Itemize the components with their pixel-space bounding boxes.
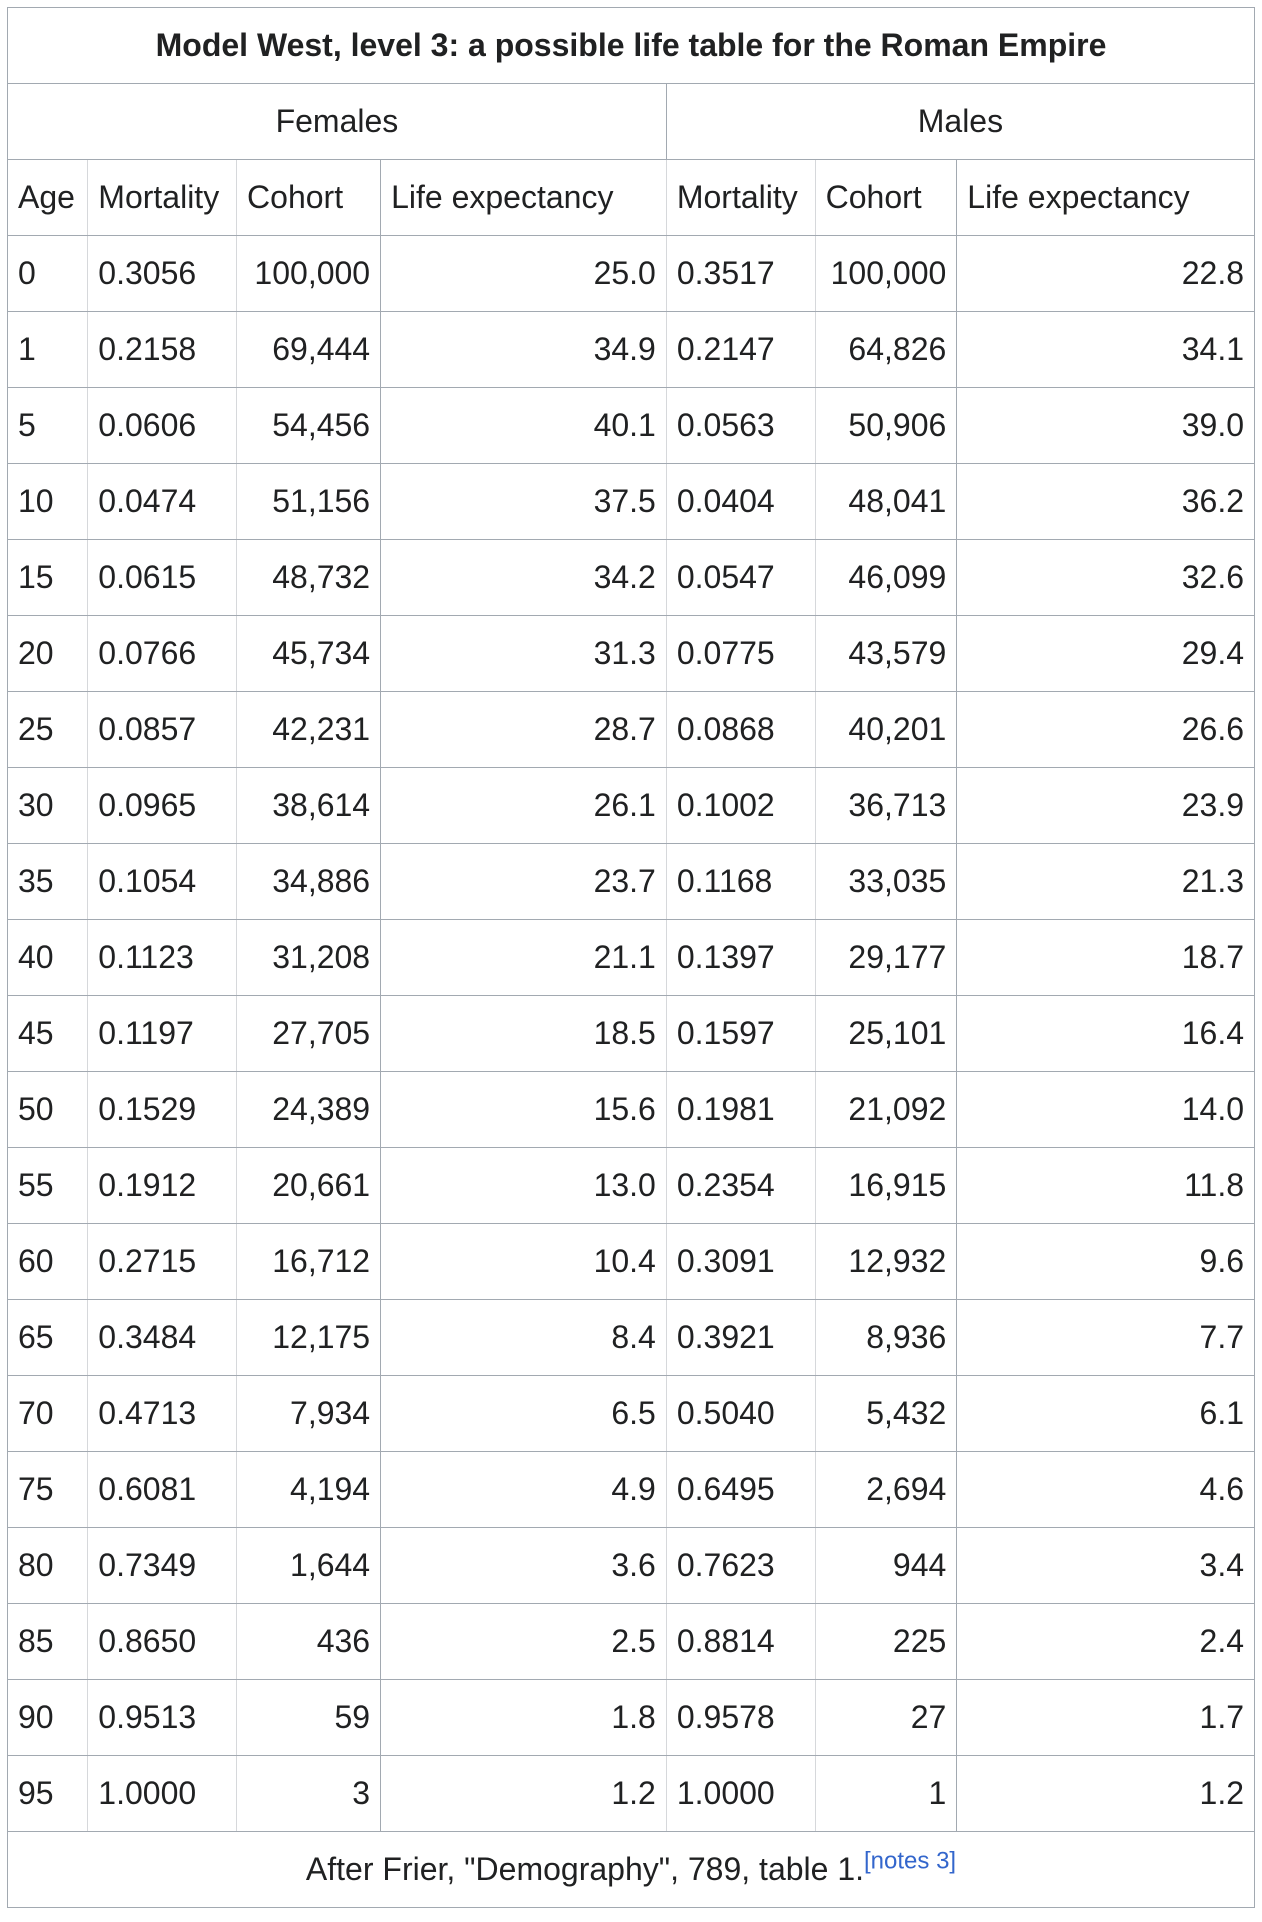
cell-male-life-expectancy: 3.4 [957,1528,1255,1604]
cell-female-cohort: 7,934 [237,1376,381,1452]
cell-female-mortality: 0.8650 [88,1604,237,1680]
column-header-female-mortality: Mortality [88,160,237,236]
table-row [8,1604,1255,1680]
cell-female-mortality: 0.0766 [88,616,237,692]
table-row [8,1452,1255,1528]
cell-female-mortality: 0.2158 [88,312,237,388]
column-header-age: Age [8,160,88,236]
cell-male-mortality: 0.1981 [666,1072,815,1148]
cell-female-mortality: 0.1054 [88,844,237,920]
cell-female-cohort: 12,175 [237,1300,381,1376]
cell-male-life-expectancy: 36.2 [957,464,1255,540]
cell-age: 80 [8,1528,88,1604]
table-row [8,768,1255,844]
cell-female-mortality: 0.1912 [88,1148,237,1224]
table-row [8,1680,1255,1756]
table-title: Model West, level 3: a possible life table for the Roman Empire [8,8,1255,84]
cell-age: 5 [8,388,88,464]
cell-male-life-expectancy: 34.1 [957,312,1255,388]
cell-female-life-expectancy: 37.5 [381,464,667,540]
cell-male-mortality: 0.6495 [666,1452,815,1528]
cell-female-mortality: 1.0000 [88,1756,237,1832]
cell-female-life-expectancy: 34.2 [381,540,667,616]
table-row [8,236,1255,312]
cell-male-mortality: 0.0563 [666,388,815,464]
cell-female-mortality: 0.0857 [88,692,237,768]
cell-age: 70 [8,1376,88,1452]
cell-male-life-expectancy: 39.0 [957,388,1255,464]
table-row [8,692,1255,768]
table-row [8,1756,1255,1832]
cell-female-mortality: 0.3484 [88,1300,237,1376]
cell-male-mortality: 0.8814 [666,1604,815,1680]
cell-female-cohort: 45,734 [237,616,381,692]
group-header-females: Females [8,84,667,160]
cell-male-mortality: 0.9578 [666,1680,815,1756]
cell-male-life-expectancy: 1.7 [957,1680,1255,1756]
cell-female-mortality: 0.0474 [88,464,237,540]
cell-male-mortality: 0.1397 [666,920,815,996]
cell-male-cohort: 36,713 [815,768,957,844]
column-header-row [8,160,1255,236]
cell-male-mortality: 1.0000 [666,1756,815,1832]
cell-male-cohort: 48,041 [815,464,957,540]
cell-female-life-expectancy: 40.1 [381,388,667,464]
cell-female-life-expectancy: 28.7 [381,692,667,768]
cell-age: 25 [8,692,88,768]
cell-male-cohort: 29,177 [815,920,957,996]
cell-female-mortality: 0.1197 [88,996,237,1072]
cell-female-life-expectancy: 18.5 [381,996,667,1072]
table-row [8,1072,1255,1148]
cell-male-mortality: 0.0868 [666,692,815,768]
cell-female-life-expectancy: 6.5 [381,1376,667,1452]
cell-age: 95 [8,1756,88,1832]
note-reference-link[interactable]: [notes 3] [864,1847,957,1875]
cell-female-mortality: 0.9513 [88,1680,237,1756]
table-footer [8,1832,1255,1908]
cell-female-mortality: 0.0606 [88,388,237,464]
cell-male-mortality: 0.3921 [666,1300,815,1376]
table-row [8,388,1255,464]
cell-male-life-expectancy: 11.8 [957,1148,1255,1224]
cell-female-cohort: 42,231 [237,692,381,768]
cell-female-cohort: 54,456 [237,388,381,464]
footer-citation: After Frier, "Demography", 789, table 1. [305,1851,865,1887]
table-row [8,1300,1255,1376]
footer-row [8,1832,1255,1908]
cell-male-cohort: 40,201 [815,692,957,768]
cell-male-mortality: 0.1002 [666,768,815,844]
cell-female-mortality: 0.1529 [88,1072,237,1148]
table-row [8,844,1255,920]
table-row [8,1148,1255,1224]
cell-male-cohort: 12,932 [815,1224,957,1300]
cell-male-life-expectancy: 1.2 [957,1756,1255,1832]
cell-age: 45 [8,996,88,1072]
cell-female-cohort: 51,156 [237,464,381,540]
cell-age: 65 [8,1300,88,1376]
cell-age: 30 [8,768,88,844]
cell-female-cohort: 16,712 [237,1224,381,1300]
cell-female-life-expectancy: 1.2 [381,1756,667,1832]
table-row [8,464,1255,540]
cell-female-cohort: 20,661 [237,1148,381,1224]
cell-male-cohort: 1 [815,1756,957,1832]
cell-female-cohort: 69,444 [237,312,381,388]
cell-male-life-expectancy: 22.8 [957,236,1255,312]
column-header-female-cohort: Cohort [237,160,381,236]
table-row [8,540,1255,616]
cell-male-mortality: 0.7623 [666,1528,815,1604]
cell-male-mortality: 0.0775 [666,616,815,692]
cell-female-cohort: 436 [237,1604,381,1680]
cell-female-cohort: 1,644 [237,1528,381,1604]
group-header-males: Males [666,84,1254,160]
cell-male-cohort: 2,694 [815,1452,957,1528]
table-row [8,312,1255,388]
cell-male-cohort: 944 [815,1528,957,1604]
cell-male-life-expectancy: 21.3 [957,844,1255,920]
table-row [8,1224,1255,1300]
cell-male-cohort: 27 [815,1680,957,1756]
cell-male-cohort: 21,092 [815,1072,957,1148]
column-header-female-life-expectancy: Life expectancy [381,160,667,236]
cell-female-life-expectancy: 10.4 [381,1224,667,1300]
cell-female-cohort: 27,705 [237,996,381,1072]
cell-male-life-expectancy: 4.6 [957,1452,1255,1528]
table-row [8,1376,1255,1452]
cell-male-mortality: 0.1597 [666,996,815,1072]
cell-female-life-expectancy: 4.9 [381,1452,667,1528]
cell-female-life-expectancy: 1.8 [381,1680,667,1756]
cell-male-life-expectancy: 9.6 [957,1224,1255,1300]
cell-male-life-expectancy: 14.0 [957,1072,1255,1148]
life-table [7,7,1255,1908]
cell-female-mortality: 0.7349 [88,1528,237,1604]
cell-male-cohort: 50,906 [815,388,957,464]
cell-female-life-expectancy: 34.9 [381,312,667,388]
cell-age: 50 [8,1072,88,1148]
cell-age: 90 [8,1680,88,1756]
cell-male-life-expectancy: 16.4 [957,996,1255,1072]
cell-female-mortality: 0.0965 [88,768,237,844]
cell-female-life-expectancy: 23.7 [381,844,667,920]
column-header-male-life-expectancy: Life expectancy [957,160,1255,236]
cell-female-mortality: 0.2715 [88,1224,237,1300]
cell-female-mortality: 0.3056 [88,236,237,312]
cell-female-life-expectancy: 26.1 [381,768,667,844]
cell-male-life-expectancy: 29.4 [957,616,1255,692]
cell-male-cohort: 25,101 [815,996,957,1072]
cell-female-life-expectancy: 3.6 [381,1528,667,1604]
cell-age: 20 [8,616,88,692]
cell-male-cohort: 16,915 [815,1148,957,1224]
cell-male-life-expectancy: 26.6 [957,692,1255,768]
cell-female-mortality: 0.6081 [88,1452,237,1528]
cell-age: 55 [8,1148,88,1224]
cell-male-mortality: 0.2354 [666,1148,815,1224]
cell-age: 35 [8,844,88,920]
column-header-male-mortality: Mortality [666,160,815,236]
cell-age: 1 [8,312,88,388]
cell-age: 75 [8,1452,88,1528]
cell-age: 85 [8,1604,88,1680]
cell-female-life-expectancy: 13.0 [381,1148,667,1224]
cell-male-life-expectancy: 7.7 [957,1300,1255,1376]
cell-age: 60 [8,1224,88,1300]
table-row [8,1528,1255,1604]
cell-male-life-expectancy: 2.4 [957,1604,1255,1680]
cell-female-cohort: 4,194 [237,1452,381,1528]
cell-male-mortality: 0.2147 [666,312,815,388]
cell-age: 0 [8,236,88,312]
cell-male-mortality: 0.3091 [666,1224,815,1300]
cell-female-life-expectancy: 8.4 [381,1300,667,1376]
title-row [8,8,1255,84]
cell-female-cohort: 100,000 [237,236,381,312]
cell-male-cohort: 100,000 [815,236,957,312]
cell-female-life-expectancy: 31.3 [381,616,667,692]
cell-female-mortality: 0.1123 [88,920,237,996]
cell-male-life-expectancy: 32.6 [957,540,1255,616]
table-body [8,236,1255,1832]
cell-male-mortality: 0.1168 [666,844,815,920]
cell-male-mortality: 0.3517 [666,236,815,312]
cell-male-cohort: 43,579 [815,616,957,692]
cell-female-cohort: 31,208 [237,920,381,996]
cell-female-cohort: 59 [237,1680,381,1756]
column-header-male-cohort: Cohort [815,160,957,236]
cell-female-cohort: 48,732 [237,540,381,616]
cell-female-life-expectancy: 15.6 [381,1072,667,1148]
cell-male-cohort: 64,826 [815,312,957,388]
cell-male-mortality: 0.0404 [666,464,815,540]
cell-age: 15 [8,540,88,616]
cell-female-cohort: 3 [237,1756,381,1832]
cell-male-cohort: 33,035 [815,844,957,920]
cell-male-cohort: 8,936 [815,1300,957,1376]
cell-male-life-expectancy: 18.7 [957,920,1255,996]
cell-male-life-expectancy: 6.1 [957,1376,1255,1452]
cell-male-mortality: 0.0547 [666,540,815,616]
cell-female-cohort: 24,389 [237,1072,381,1148]
cell-female-cohort: 34,886 [237,844,381,920]
table-row [8,616,1255,692]
cell-female-mortality: 0.0615 [88,540,237,616]
cell-male-cohort: 46,099 [815,540,957,616]
cell-female-life-expectancy: 21.1 [381,920,667,996]
cell-female-mortality: 0.4713 [88,1376,237,1452]
cell-female-life-expectancy: 25.0 [381,236,667,312]
cell-male-cohort: 225 [815,1604,957,1680]
cell-age: 10 [8,464,88,540]
cell-female-cohort: 38,614 [237,768,381,844]
cell-age: 40 [8,920,88,996]
group-header-row [8,84,1255,160]
cell-male-mortality: 0.5040 [666,1376,815,1452]
table-row [8,920,1255,996]
cell-male-life-expectancy: 23.9 [957,768,1255,844]
cell-male-cohort: 5,432 [815,1376,957,1452]
cell-female-life-expectancy: 2.5 [381,1604,667,1680]
table-row [8,996,1255,1072]
